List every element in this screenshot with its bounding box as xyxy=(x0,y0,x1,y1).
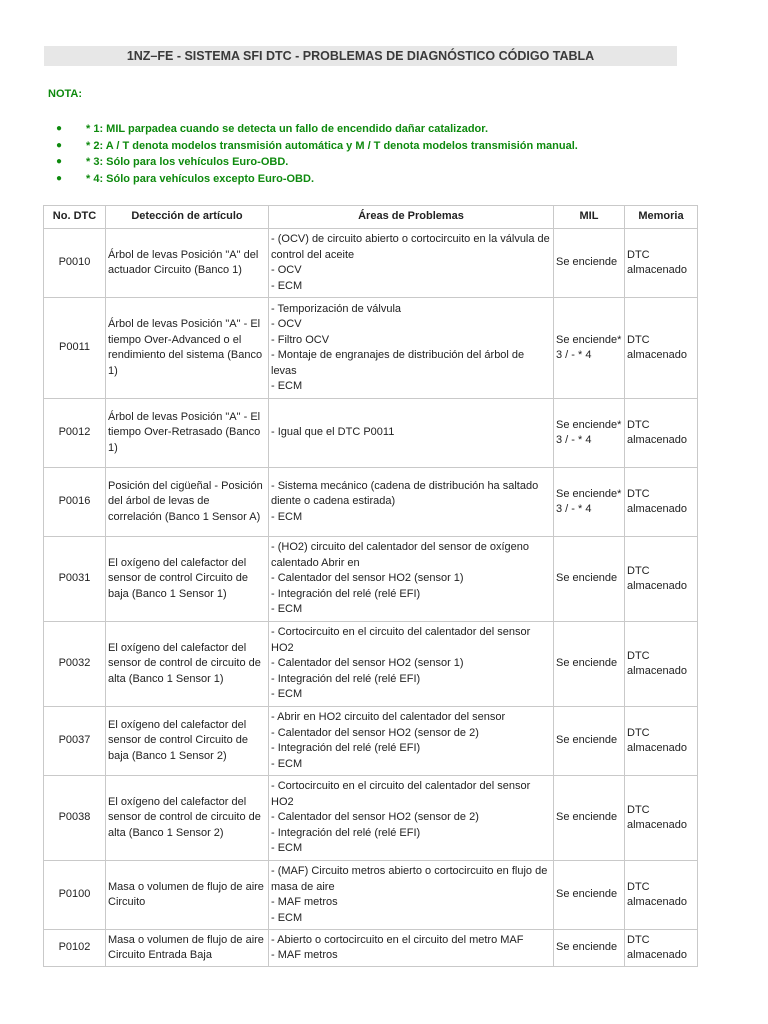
problem-areas xyxy=(269,930,554,967)
problem-areas xyxy=(269,229,554,298)
detection-item: Árbol de levas Posición "A" del actuador Circuito (Banco 1) xyxy=(106,229,269,298)
problem-area-line: - Cortocircuito en el circuito del calentador del sensor HO2 xyxy=(271,626,531,654)
problem-area-line: - ECM xyxy=(271,279,303,292)
problem-area-line: - Montaje de engranajes de distribución del árbol de levas xyxy=(271,349,525,377)
table-row xyxy=(44,622,698,707)
note-text: * 3: Sólo para los vehículos Euro-OBD. xyxy=(86,156,289,168)
note-text: * 4: Sólo para vehículos excepto Euro-OBD. xyxy=(86,172,314,185)
bullet-icon: ● xyxy=(56,156,63,167)
mil-status: Se enciende xyxy=(554,776,625,861)
header-dtc: No. DTC xyxy=(44,206,106,229)
table-row xyxy=(44,399,698,468)
memory-status: DTC almacenado xyxy=(625,861,698,930)
problem-area-line: - Filtro OCV xyxy=(271,333,330,346)
mil-status: Se enciende xyxy=(554,861,625,930)
dtc-code: P0032 xyxy=(44,622,106,707)
table-header-row xyxy=(44,206,698,229)
problem-area-line: - MAF metros xyxy=(271,896,338,908)
mil-status: Se enciende* 3 / - * 4 xyxy=(554,298,625,399)
memory-status: DTC almacenado xyxy=(625,622,698,707)
bullet-icon: ● xyxy=(56,123,63,134)
memory-status: DTC almacenado xyxy=(625,298,698,399)
detection-item: El oxígeno del calefactor del sensor de control de circuito de alta (Banco 1 Sensor 2) xyxy=(106,776,269,861)
problem-areas xyxy=(269,707,554,776)
problem-area-line: - MAF metros xyxy=(271,949,338,961)
document-title: 1NZ–FE - SISTEMA SFI DTC - PROBLEMAS DE DIAGNÓSTICO CÓDIGO TABLA xyxy=(44,46,677,66)
dtc-code: P0102 xyxy=(44,930,106,967)
problem-area-line: - ECM xyxy=(271,757,303,770)
dtc-code: P0031 xyxy=(44,537,106,622)
problem-area-line: - ECM xyxy=(271,911,303,924)
dtc-code: P0011 xyxy=(44,298,106,399)
mil-status: Se enciende xyxy=(554,537,625,622)
detection-item: El oxígeno del calefactor del sensor de control de circuito de alta (Banco 1 Sensor 1) xyxy=(106,622,269,707)
mil-status: Se enciende xyxy=(554,622,625,707)
problem-area-line: - OCV xyxy=(271,264,302,276)
problem-area-line: - (HO2) circuito del calentador del sensor de oxígeno calentado Abrir en xyxy=(271,541,530,569)
problem-area-line: - Integración del relé (relé EFI) xyxy=(271,587,421,600)
problem-areas xyxy=(269,861,554,930)
problem-area-line: - Cortocircuito en el circuito del calentador del sensor HO2 xyxy=(271,780,531,808)
mil-status: Se enciende* 3 / - * 4 xyxy=(554,468,625,537)
problem-area-line: - Integración del relé (relé EFI) xyxy=(271,742,421,754)
problem-areas xyxy=(269,537,554,622)
memory-status: DTC almacenado xyxy=(625,399,698,468)
mil-status: Se enciende xyxy=(554,229,625,298)
problem-areas xyxy=(269,468,554,537)
problem-areas xyxy=(269,622,554,707)
problem-area-line: - OCV xyxy=(271,318,302,330)
problem-area-line: - ECM xyxy=(271,842,303,855)
problem-area-line: - Calentador del sensor HO2 (sensor 1) xyxy=(271,657,464,670)
detection-item: Árbol de levas Posición "A" - El tiempo Over-Advanced o el rendimiento del sistema (Banco 1) xyxy=(106,298,269,399)
dtc-code: P0016 xyxy=(44,468,106,537)
note-item xyxy=(56,171,578,188)
problem-area-line: - ECM xyxy=(271,603,303,616)
dtc-table xyxy=(43,205,698,967)
problem-area-line: - ECM xyxy=(271,510,303,523)
problem-area-line: - Igual que el DTC P0011 xyxy=(271,426,395,439)
header-detection: Detección de artículo xyxy=(106,206,269,229)
table-row xyxy=(44,707,698,776)
problem-area-line: - (MAF) Circuito metros abierto o cortocircuito en flujo de masa de aire xyxy=(271,865,548,893)
dtc-code: P0010 xyxy=(44,229,106,298)
dtc-code: P0037 xyxy=(44,707,106,776)
bullet-icon: ● xyxy=(56,172,63,184)
problem-area-line: - Temporización de válvula xyxy=(271,302,402,315)
table-body xyxy=(44,229,698,967)
dtc-code: P0012 xyxy=(44,399,106,468)
note-text: * 2: A / T denota modelos transmisión automática y M / T denota modelos transmisión manual. xyxy=(86,139,578,152)
header-memory: Memoria xyxy=(625,206,698,229)
detection-item: Posición del cigüeñal - Posición del árbol de levas de correlación (Banco 1 Sensor A) xyxy=(106,468,269,537)
dtc-code: P0100 xyxy=(44,861,106,930)
detection-item: Masa o volumen de flujo de aire Circuito xyxy=(106,861,269,930)
mil-status: Se enciende xyxy=(554,707,625,776)
notes-list xyxy=(56,121,578,187)
detection-item: Árbol de levas Posición "A" - El tiempo Over-Retrasado (Banco 1) xyxy=(106,399,269,468)
detection-item: El oxígeno del calefactor del sensor de control Circuito de baja (Banco 1 Sensor 1) xyxy=(106,537,269,622)
bullet-icon: ● xyxy=(56,139,63,151)
memory-status: DTC almacenado xyxy=(625,537,698,622)
detection-item: El oxígeno del calefactor del sensor de control Circuito de baja (Banco 1 Sensor 2) xyxy=(106,707,269,776)
table-row xyxy=(44,930,698,967)
table-row xyxy=(44,229,698,298)
header-mil: MIL xyxy=(554,206,625,229)
problem-areas xyxy=(269,298,554,399)
problem-area-line: - Integración del relé (relé EFI) xyxy=(271,826,421,839)
memory-status: DTC almacenado xyxy=(625,930,698,967)
memory-status: DTC almacenado xyxy=(625,707,698,776)
table-row xyxy=(44,298,698,399)
header-areas: Áreas de Problemas xyxy=(269,206,554,229)
problem-area-line: - (OCV) de circuito abierto o cortocircuito en la válvula de control del aceite xyxy=(271,233,550,261)
nota-label: NOTA: xyxy=(48,88,83,100)
memory-status: DTC almacenado xyxy=(625,468,698,537)
table-row xyxy=(44,861,698,930)
note-item xyxy=(56,121,578,138)
problem-area-line: - Integración del relé (relé EFI) xyxy=(271,672,421,685)
problem-areas xyxy=(269,776,554,861)
problem-area-line: - Sistema mecánico (cadena de distribución ha saltado diente o cadena estirada) xyxy=(271,479,539,508)
memory-status: DTC almacenado xyxy=(625,229,698,298)
mil-status: Se enciende* 3 / - * 4 xyxy=(554,399,625,468)
table-row xyxy=(44,776,698,861)
problem-area-line: - ECM xyxy=(271,380,303,392)
note-item xyxy=(56,154,578,171)
mil-status: Se enciende xyxy=(554,930,625,967)
problem-area-line: - ECM xyxy=(271,688,303,701)
problem-area-line: - Abierto o cortocircuito en el circuito del metro MAF xyxy=(271,933,524,946)
problem-area-line: - Abrir en HO2 circuito del calentador del sensor xyxy=(271,711,506,723)
problem-area-line: - Calentador del sensor HO2 (sensor 1) xyxy=(271,572,464,585)
problem-areas xyxy=(269,399,554,468)
table-row xyxy=(44,537,698,622)
table-row xyxy=(44,468,698,537)
memory-status: DTC almacenado xyxy=(625,776,698,861)
detection-item: Masa o volumen de flujo de aire Circuito Entrada Baja xyxy=(106,930,269,967)
problem-area-line: - Calentador del sensor HO2 (sensor de 2) xyxy=(271,811,479,824)
dtc-code: P0038 xyxy=(44,776,106,861)
note-item xyxy=(56,138,578,155)
note-text: * 1: MIL parpadea cuando se detecta un fallo de encendido dañar catalizador. xyxy=(86,123,489,135)
problem-area-line: - Calentador del sensor HO2 (sensor de 2) xyxy=(271,726,479,739)
